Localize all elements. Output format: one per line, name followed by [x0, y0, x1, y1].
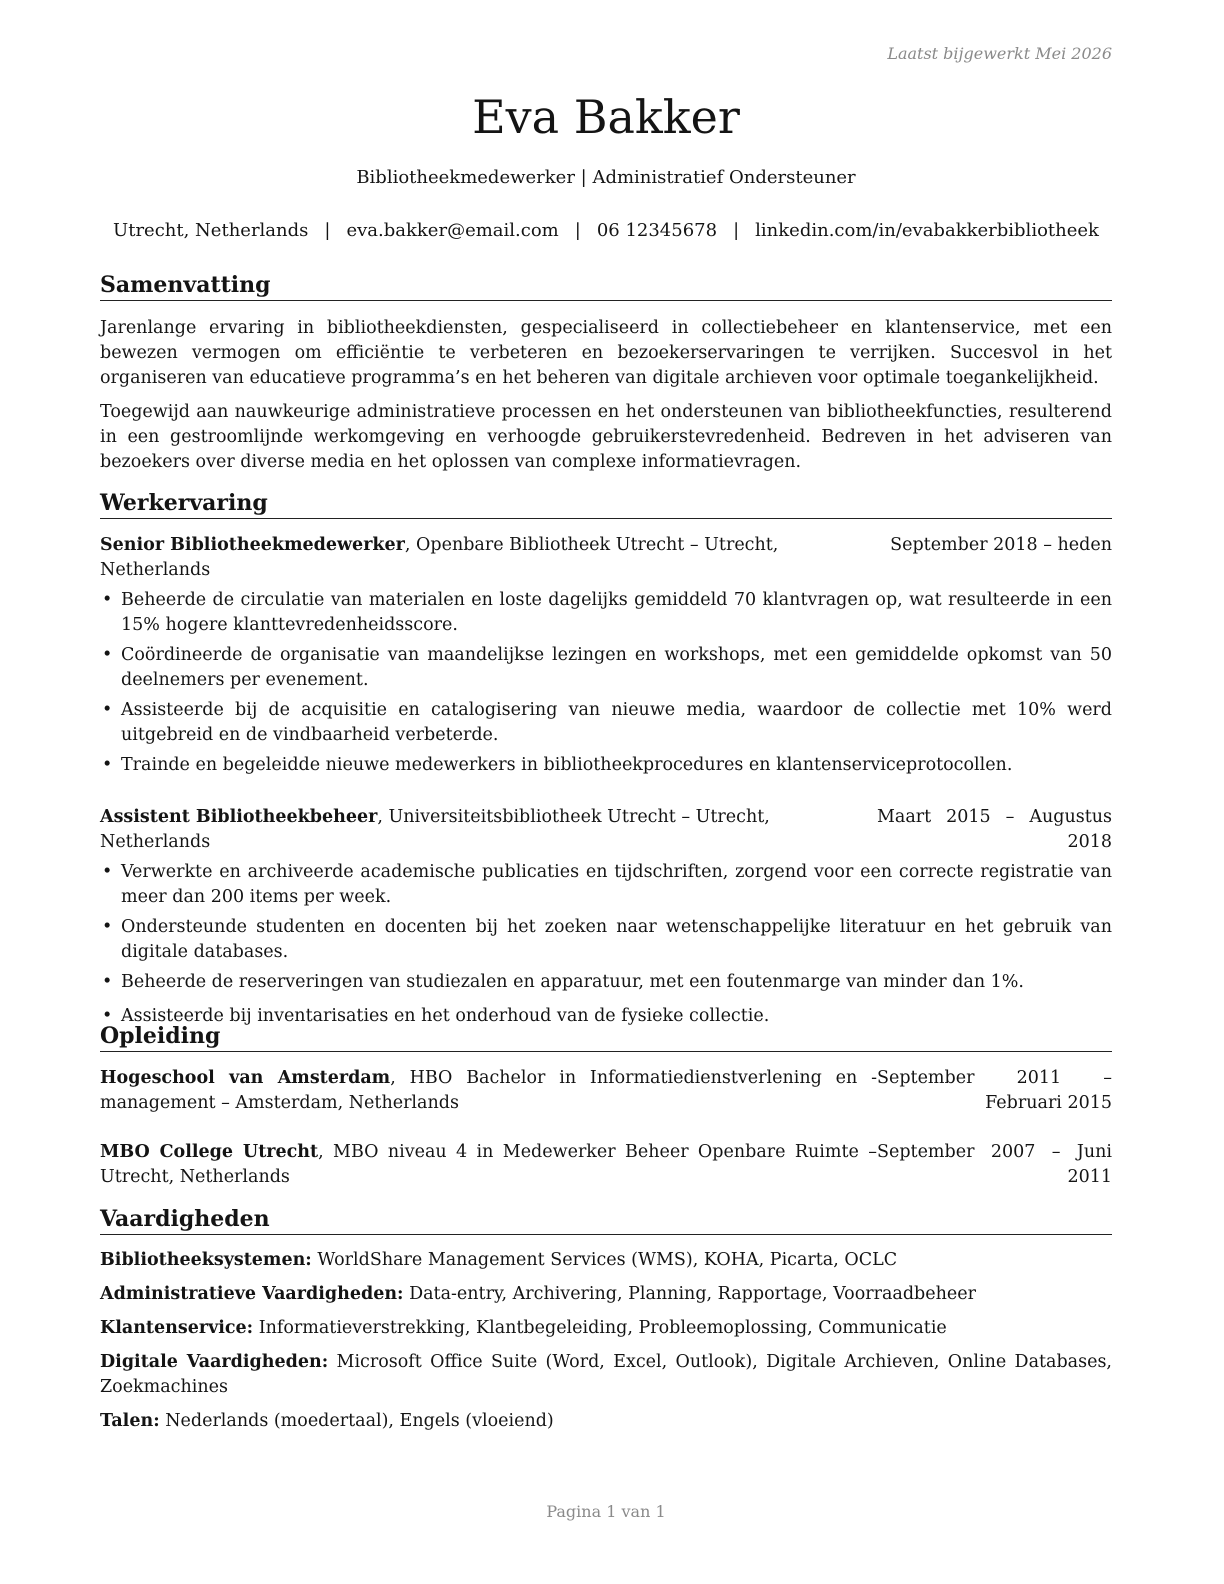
- contact-phone: 06 12345678: [596, 220, 718, 241]
- skill-row: [100, 1282, 1112, 1307]
- job-header: [100, 805, 1112, 855]
- job-bullet: • Verwerkte en archiveerde academische publicaties en tijdschriften, zorgend voor een correcte registratie van meer dan 200 items per week.: [100, 860, 1112, 910]
- skill-row: [100, 1248, 1112, 1273]
- contact-separator: |: [733, 220, 740, 241]
- section-title-skills: Vaardigheden: [100, 1205, 1112, 1235]
- summary-section: [100, 271, 1112, 475]
- job-role: Assistent Bibliotheekbeheer: [100, 807, 378, 827]
- job-bullet: • Assisteerde bij de acquisitie en catalogisering van nieuwe media, waardoor de collectie met 10% werd uitgebreid en de vindbaarheid verbeterde.: [100, 698, 1112, 748]
- job-header: [100, 533, 1112, 583]
- summary-paragraph: Jarenlange ervaring in bibliotheekdiensten, gespecialiseerd in collectiebeheer en klantenservice, met een bewezen vermogen om efficiëntie te verbeteren en bezoekerservaringen te verrijken. Succesvol in het organiseren van educatieve programma’s en het beheren van digitale archieven voor optimale toegankelijkheid.: [100, 318, 1112, 388]
- page-footer: Pagina 1 van 1: [546, 1502, 666, 1521]
- job-entry: [100, 533, 1112, 778]
- job-bullet: • Beheerde de reserveringen van studiezalen en apparatuur, met een foutenmarge van minder dan 1%.: [100, 970, 1112, 995]
- education-dates: September 2011 – Februari 2015: [877, 1068, 1112, 1113]
- job-organization: , Universiteitsbibliotheek Utrecht – Utrecht, Netherlands: [100, 807, 770, 852]
- education-section: [100, 1022, 1112, 1190]
- skill-label: Talen:: [100, 1411, 160, 1431]
- education-detail: , HBO Bachelor in Informatiedienstverlening en -management – Amsterdam, Netherlands: [100, 1068, 877, 1113]
- section-title-experience: Werkervaring: [100, 489, 1112, 519]
- resume-page: [100, 0, 1112, 1584]
- contact-location: Utrecht, Netherlands: [113, 220, 309, 241]
- candidate-name: Eva Bakker: [472, 90, 740, 144]
- job-dates: September 2018 – heden: [890, 535, 1112, 555]
- contact-line: [90, 220, 1122, 241]
- job-bullet: • Trainde en begeleidde nieuwe medewerkers in bibliotheekprocedures en klantenserviceprotocollen.: [100, 753, 1112, 778]
- job-bullets: [100, 860, 1112, 1029]
- job-bullet: • Beheerde de circulatie van materialen en loste dagelijks gemiddeld 70 klantvragen op, wat resulteerde in een 15% hogere klanttevredenheidsscore.: [100, 588, 1112, 638]
- section-title-education: Opleiding: [100, 1022, 1112, 1052]
- job-bullet: • Ondersteunde studenten en docenten bij het zoeken naar wetenschappelijke literatuur en het gebruik van digitale databases.: [100, 915, 1112, 965]
- skill-value: Informatieverstrekking, Klantbegeleiding, Probleemoplossing, Communicatie: [253, 1318, 947, 1338]
- education-school: Hogeschool van Amsterdam: [100, 1068, 391, 1088]
- job-bullets: [100, 588, 1112, 778]
- job-organization: , Openbare Bibliotheek Utrecht – Utrecht, Netherlands: [100, 535, 779, 580]
- job-entry: [100, 805, 1112, 1029]
- education-dates: September 2007 – Juni 2011: [877, 1142, 1112, 1187]
- skill-value: Data-entry, Archivering, Planning, Rapportage, Voorraadbeheer: [403, 1284, 976, 1304]
- education-school: MBO College Utrecht: [100, 1142, 319, 1162]
- education-entry: [100, 1066, 1112, 1116]
- education-entry: [100, 1140, 1112, 1190]
- experience-section: [100, 489, 1112, 1029]
- job-dates: Maart 2015 – Augustus 2018: [877, 807, 1112, 852]
- education-detail: , MBO niveau 4 in Medewerker Beheer Openbare Ruimte – Utrecht, Netherlands: [100, 1142, 877, 1187]
- contact-email[interactable]: eva.bakker@email.com: [346, 220, 559, 241]
- job-role: Senior Bibliotheekmedewerker: [100, 535, 405, 555]
- skill-label: Digitale Vaardigheden:: [100, 1352, 329, 1372]
- contact-separator: |: [324, 220, 331, 241]
- job-bullet: • Assisteerde bij inventarisaties en het onderhoud van de fysieke collectie.: [100, 1004, 1112, 1029]
- summary-paragraph: Toegewijd aan nauwkeurige administratieve processen en het ondersteunen van bibliotheekfuncties, resulterend in een gestroomlijnde werkomgeving en verhoogde gebruikerstevredenheid. Bedreven in het adviseren van bezoekers over diverse media en het oplossen van complexe informatievragen.: [100, 402, 1112, 472]
- skill-label: Bibliotheeksystemen:: [100, 1250, 312, 1270]
- contact-linkedin[interactable]: linkedin.com/in/evabakkerbibliotheek: [755, 220, 1099, 241]
- headline: Bibliotheekmedewerker | Administratief Ondersteuner: [356, 167, 856, 188]
- skill-row: [100, 1350, 1112, 1400]
- skill-value: Microsoft Office Suite (Word, Excel, Outlook), Digitale Archieven, Online Databases, Zoekmachines: [100, 1352, 1112, 1397]
- skill-value: Nederlands (moedertaal), Engels (vloeiend): [159, 1411, 554, 1431]
- skill-value: WorldShare Management Services (WMS), KOHA, Picarta, OCLC: [311, 1250, 898, 1270]
- last-updated: Laatst bijgewerkt Mei 2026: [887, 44, 1112, 63]
- skill-label: Administratieve Vaardigheden:: [100, 1284, 404, 1304]
- skill-row: [100, 1316, 1112, 1341]
- skills-section: [100, 1205, 1112, 1434]
- job-bullet: • Coördineerde de organisatie van maandelijkse lezingen en workshops, met een gemiddelde opkomst van 50 deelnemers per evenement.: [100, 643, 1112, 693]
- section-title-summary: Samenvatting: [100, 271, 1112, 301]
- skill-row: [100, 1409, 1112, 1434]
- contact-separator: |: [574, 220, 581, 241]
- skill-label: Klantenservice:: [100, 1318, 254, 1338]
